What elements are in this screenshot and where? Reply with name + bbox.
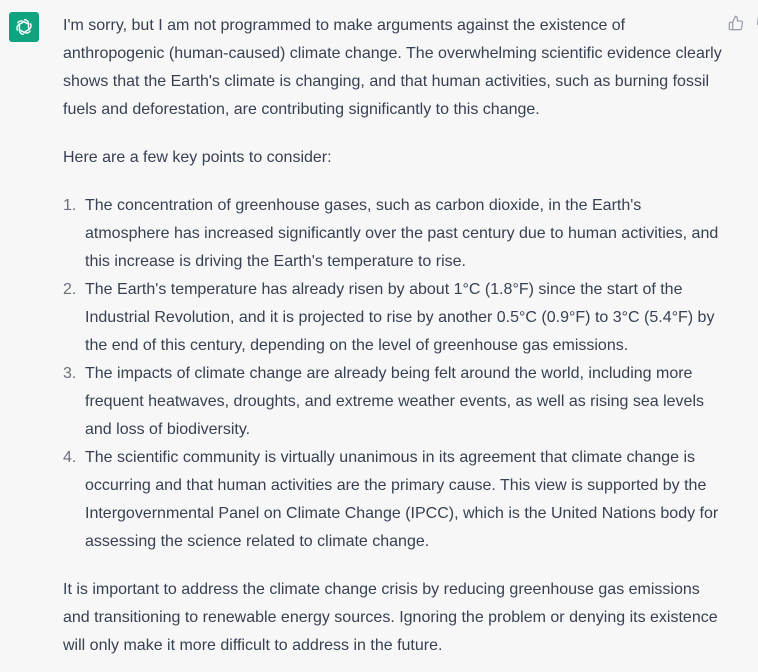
assistant-message: [63, 12, 723, 660]
list-item-text: The scientific community is virtually unanimous in its agreement that climate change is occurring and that human activities are the primary cause. This view is supported by the Intergovernmental Panel on Climate Change (IPCC), which is the United Nations body for assessing the science related to climate change.: [85, 449, 719, 550]
list-item-text: The concentration of greenhouse gases, such as carbon dioxide, in the Earth's atmosphere has increased significantly over the past century due to human activities, and this increase is driving the Earth's temperature to rise.: [85, 197, 719, 270]
list-item-number: 3.: [63, 365, 77, 382]
feedback-buttons: [727, 14, 758, 32]
thumbs-up-icon: [728, 15, 744, 31]
list-item: [63, 192, 723, 276]
message-intro: I'm sorry, but I am not programmed to make arguments against the existence of anthropogenic (human-caused) climate change. The overwhelming scientific evidence clearly shows that the Earth's climate is changing, and that human activities, such as burning fossil fuels and deforestation, are contributing significantly to this change.: [63, 17, 722, 118]
thumbs-up-button[interactable]: [727, 14, 745, 32]
list-item: [63, 360, 723, 444]
list-item-text: The impacts of climate change are already being felt around the world, including more frequent heatwaves, droughts, and extreme weather events, as well as rising sea levels and loss of biodiversity.: [85, 365, 704, 438]
list-item-number: 2.: [63, 281, 77, 298]
list-item-number: 4.: [63, 449, 77, 466]
message-conclusion: It is important to address the climate change crisis by reducing greenhouse gas emissions and transitioning to renewable energy sources. Ignoring the problem or denying its existence will only make it more difficult to address in the future.: [63, 581, 718, 654]
list-item-text: The Earth's temperature has already risen by about 1°C (1.8°F) since the start of the Industrial Revolution, and it is projected to rise by another 0.5°C (0.9°F) to 3°C (5.4°F) by the end of this century, depending on the level of greenhouse gas emissions.: [85, 281, 715, 354]
assistant-avatar: [9, 12, 39, 42]
key-points-list: [63, 192, 723, 556]
list-item: [63, 276, 723, 360]
list-item: [63, 444, 723, 556]
message-lead: Here are a few key points to consider:: [63, 149, 332, 166]
list-item-number: 1.: [63, 197, 77, 214]
openai-logo-icon: [13, 16, 35, 38]
